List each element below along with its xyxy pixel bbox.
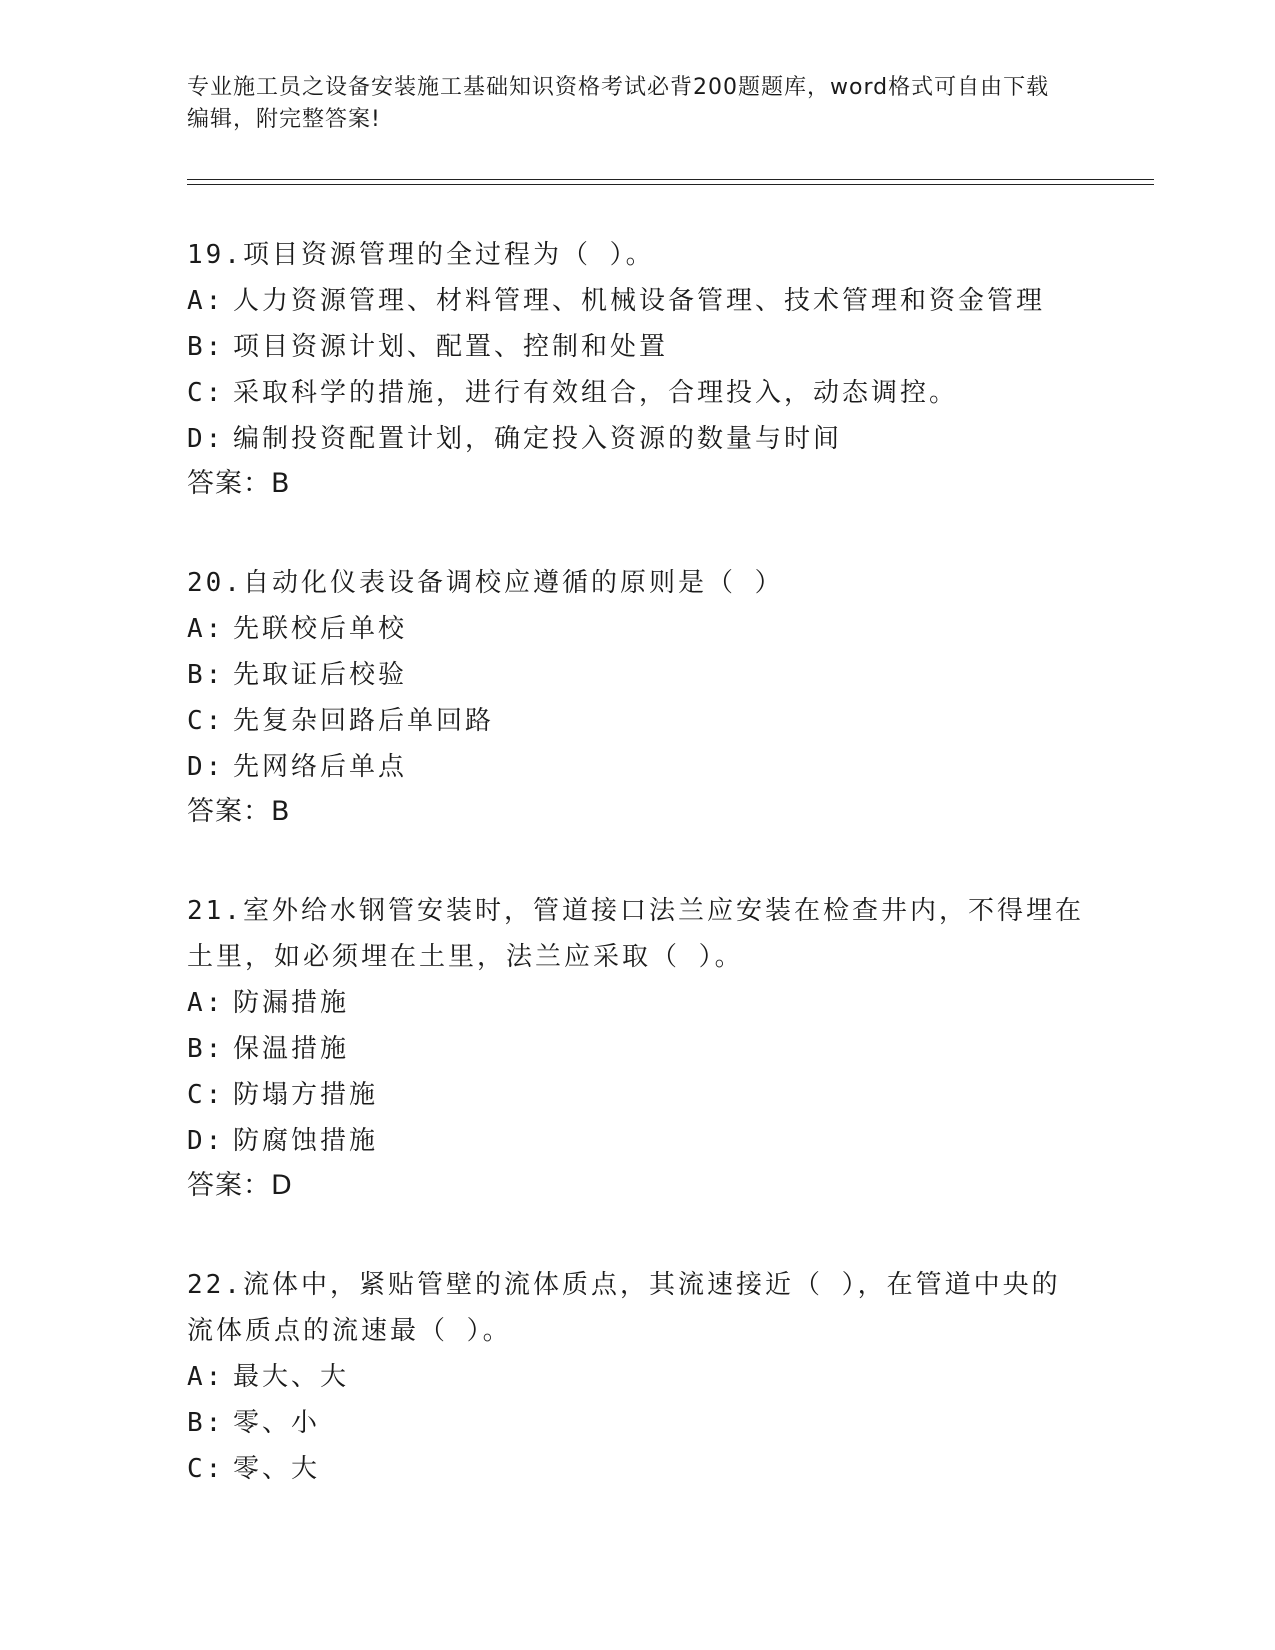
option-text: 人力资源管理、材料管理、机械设备管理、技术管理和资金管理 xyxy=(233,286,1046,316)
option-text: 项目资源计划、配置、控制和处置 xyxy=(233,332,669,362)
option-text: 先取证后校验 xyxy=(233,660,408,690)
option-key: D: xyxy=(187,752,225,782)
option-text: 先复杂回路后单回路 xyxy=(233,706,495,736)
option-c xyxy=(187,1446,1087,1492)
option-text: 先联校后单校 xyxy=(233,614,408,644)
option-text: 防腐蚀措施 xyxy=(233,1126,379,1156)
question-19 xyxy=(187,232,1087,506)
question-stem: 21.室外给水钢管安装时，管道接口法兰应安装在检查井内，不得埋在土里，如必须埋在土里，法兰应采取（ ）。 xyxy=(187,896,1084,972)
option-key: B: xyxy=(187,1408,225,1438)
option-key: D: xyxy=(187,1126,225,1156)
option-text: 零、小 xyxy=(233,1408,321,1438)
option-a xyxy=(187,606,1087,652)
option-b xyxy=(187,324,1087,370)
option-c xyxy=(187,1072,1087,1118)
option-b xyxy=(187,1026,1087,1072)
option-a xyxy=(187,980,1087,1026)
question-20 xyxy=(187,560,1087,834)
answer-line: 答案：D xyxy=(187,1170,293,1201)
option-d xyxy=(187,744,1087,790)
option-key: A: xyxy=(187,988,225,1018)
option-key: A: xyxy=(187,614,225,644)
option-key: A: xyxy=(187,1362,225,1392)
answer-line: 答案：B xyxy=(187,468,291,499)
option-key: C: xyxy=(187,1454,225,1484)
option-text: 采取科学的措施，进行有效组合，合理投入，动态调控。 xyxy=(233,378,959,408)
option-b xyxy=(187,652,1087,698)
question-stem: 22.流体中，紧贴管壁的流体质点，其流速接近（ ），在管道中央的流体质点的流速最（ ）。 xyxy=(187,1270,1061,1346)
option-key: B: xyxy=(187,332,225,362)
option-text: 防塌方措施 xyxy=(233,1080,379,1110)
option-text: 防漏措施 xyxy=(233,988,350,1018)
option-key: C: xyxy=(187,378,225,408)
option-a xyxy=(187,278,1087,324)
option-c xyxy=(187,370,1087,416)
option-key: A: xyxy=(187,286,225,316)
document-header: 专业施工员之设备安装施工基础知识资格考试必背200题题库，word格式可自由下载编辑，附完整答案! xyxy=(187,75,1050,132)
option-key: B: xyxy=(187,1034,225,1064)
header-rule-top xyxy=(187,179,1154,180)
answer-line: 答案：B xyxy=(187,796,291,827)
option-c xyxy=(187,698,1087,744)
option-text: 最大、大 xyxy=(233,1362,350,1392)
header-rule-bottom xyxy=(187,184,1154,185)
option-key: D: xyxy=(187,424,225,454)
question-list xyxy=(187,232,1087,1546)
question-22 xyxy=(187,1262,1087,1492)
option-text: 先网络后单点 xyxy=(233,752,408,782)
option-d xyxy=(187,416,1087,462)
option-key: C: xyxy=(187,706,225,736)
option-key: C: xyxy=(187,1080,225,1110)
option-text: 零、大 xyxy=(233,1454,321,1484)
option-a xyxy=(187,1354,1087,1400)
option-d xyxy=(187,1118,1087,1164)
option-b xyxy=(187,1400,1087,1446)
option-text: 保温措施 xyxy=(233,1034,350,1064)
question-21 xyxy=(187,888,1087,1208)
question-stem: 20.自动化仪表设备调校应遵循的原则是（ ） xyxy=(187,568,784,598)
option-text: 编制投资配置计划，确定投入资源的数量与时间 xyxy=(233,424,843,454)
option-key: B: xyxy=(187,660,225,690)
question-stem: 19.项目资源管理的全过程为（ ）。 xyxy=(187,240,655,270)
